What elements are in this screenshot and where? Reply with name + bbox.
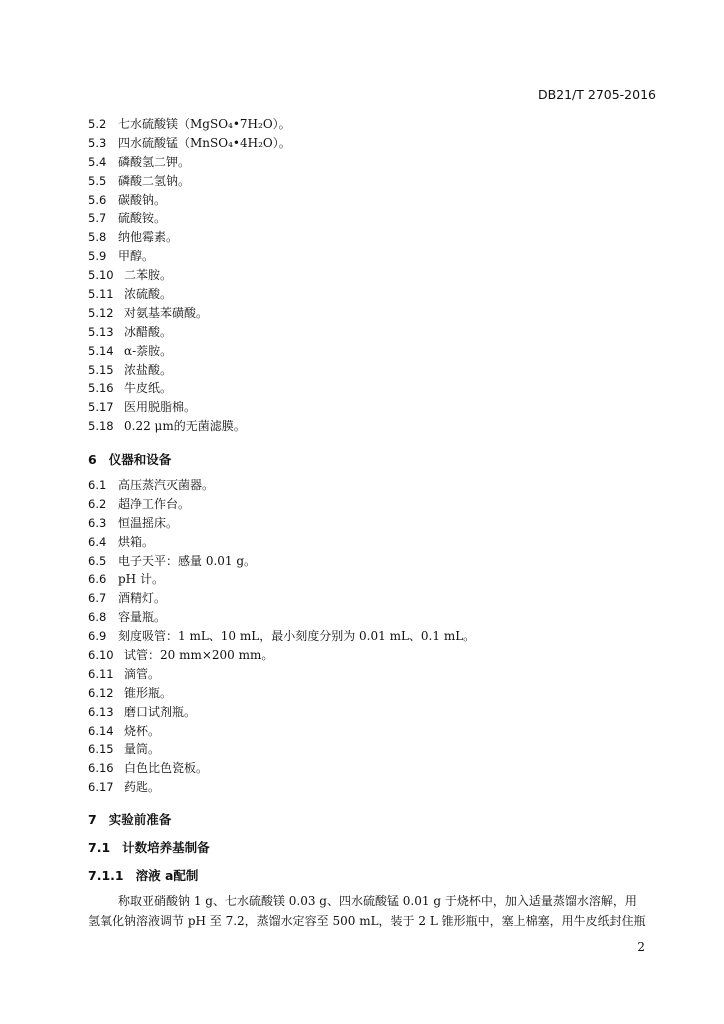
body-paragraph bbox=[88, 891, 658, 931]
item-number: 6.11 bbox=[88, 666, 114, 681]
item-number: 6.10 bbox=[88, 648, 114, 663]
instrument-item bbox=[88, 740, 658, 759]
item-number: 5.10 bbox=[88, 268, 114, 283]
reagent-item bbox=[88, 398, 658, 417]
reagent-item bbox=[88, 342, 658, 361]
instrument-item bbox=[88, 703, 658, 722]
item-number: 5.4 bbox=[88, 154, 107, 169]
item-number: 5.15 bbox=[88, 362, 114, 377]
item-number: 6.8 bbox=[88, 610, 107, 625]
instrument-item bbox=[88, 495, 658, 514]
section-title: 实验前准备 bbox=[108, 812, 172, 827]
paragraph-line: 氢氧化钠溶液调节 pH 至 7.2，蒸馏水定容至 500 mL，装于 2 L 锥形瓶中，塞上棉塞，用牛皮纸封住瓶 bbox=[88, 914, 646, 928]
item-number: 6.3 bbox=[88, 515, 107, 530]
item-text: 牛皮纸。 bbox=[124, 381, 173, 396]
reagent-item bbox=[88, 247, 658, 266]
item-text: 0.22 μm的无菌滤膜。 bbox=[124, 419, 246, 434]
item-number: 5.7 bbox=[88, 211, 107, 226]
item-number: 5.9 bbox=[88, 249, 107, 264]
item-text: 磷酸氢二钾。 bbox=[118, 154, 191, 169]
subsection-title: 溶液 a配制 bbox=[135, 868, 199, 883]
item-number: 5.6 bbox=[88, 192, 107, 207]
instrument-item bbox=[88, 684, 658, 703]
item-number: 6.9 bbox=[88, 629, 107, 644]
item-text: 量筒。 bbox=[124, 742, 161, 757]
item-text: 七水硫酸镁（MgSO₄•7H₂O）。 bbox=[118, 117, 291, 131]
subsection-number: 7.1 bbox=[88, 840, 111, 855]
item-number: 6.17 bbox=[88, 780, 114, 795]
item-text: 恒温摇床。 bbox=[118, 515, 179, 530]
item-text: 高压蒸汽灭菌器。 bbox=[118, 478, 215, 492]
item-number: 5.13 bbox=[88, 324, 114, 339]
item-text: 甲醇。 bbox=[118, 249, 155, 264]
item-number: 5.11 bbox=[88, 287, 114, 302]
item-text: 碳酸钠。 bbox=[118, 192, 167, 207]
item-text: 电子天平：感量 0.01 g。 bbox=[118, 553, 257, 568]
document-code: DB21/T 2705-2016 bbox=[537, 87, 656, 102]
item-number: 5.8 bbox=[88, 230, 107, 245]
reagent-item bbox=[88, 228, 658, 247]
item-text: 白色比色瓷板。 bbox=[124, 761, 209, 776]
item-text: 刻度吸管：1 mL、10 mL，最小刻度分别为 0.01 mL、0.1 mL。 bbox=[118, 629, 476, 644]
item-text: 锥形瓶。 bbox=[124, 685, 173, 700]
reagent-item bbox=[88, 285, 658, 304]
instrument-item bbox=[88, 627, 658, 646]
reagent-item bbox=[88, 191, 658, 210]
item-text: 四水硫酸锰（MnSO₄•4H₂O）。 bbox=[118, 135, 291, 150]
item-text: 烘箱。 bbox=[118, 534, 155, 549]
instrument-item bbox=[88, 759, 658, 778]
item-text: 浓盐酸。 bbox=[124, 362, 173, 377]
reagent-item bbox=[88, 115, 658, 134]
item-number: 5.3 bbox=[88, 135, 107, 150]
item-number: 5.2 bbox=[88, 117, 107, 131]
item-text: 浓硫酸。 bbox=[124, 287, 173, 302]
section-number: 6 bbox=[88, 452, 97, 467]
item-number: 6.2 bbox=[88, 496, 107, 511]
item-text: 磨口试剂瓶。 bbox=[124, 704, 197, 719]
instrument-item bbox=[88, 589, 658, 608]
item-text: 烧杯。 bbox=[124, 723, 161, 738]
page-number: 2 bbox=[637, 940, 645, 954]
section-title: 仪器和设备 bbox=[108, 452, 172, 467]
reagent-item bbox=[88, 266, 658, 285]
item-text: 容量瓶。 bbox=[118, 610, 167, 625]
instrument-item bbox=[88, 476, 658, 495]
item-text: pH 计。 bbox=[118, 572, 164, 587]
item-text: 药匙。 bbox=[124, 780, 161, 795]
item-number: 5.16 bbox=[88, 381, 114, 396]
item-number: 6.16 bbox=[88, 761, 114, 776]
item-number: 6.12 bbox=[88, 685, 114, 700]
item-number: 6.14 bbox=[88, 723, 114, 738]
instrument-item bbox=[88, 646, 658, 665]
item-text: 二苯胺。 bbox=[124, 268, 173, 283]
item-number: 5.12 bbox=[88, 305, 114, 320]
item-number: 6.6 bbox=[88, 572, 107, 587]
item-number: 5.5 bbox=[88, 173, 107, 188]
item-number: 6.4 bbox=[88, 534, 107, 549]
item-number: 6.13 bbox=[88, 704, 114, 719]
item-text: 超净工作台。 bbox=[118, 496, 191, 511]
instrument-item bbox=[88, 665, 658, 684]
instrument-item bbox=[88, 722, 658, 741]
reagent-item bbox=[88, 304, 658, 323]
reagent-item bbox=[88, 379, 658, 398]
instrument-list bbox=[88, 476, 658, 797]
section-number: 7 bbox=[88, 812, 97, 827]
subsection-title: 计数培养基制备 bbox=[122, 840, 210, 855]
reagent-item bbox=[88, 323, 658, 342]
item-text: 对氨基苯磺酸。 bbox=[124, 305, 209, 320]
item-text: 滴管。 bbox=[124, 666, 161, 681]
item-text: 纳他霉素。 bbox=[118, 230, 179, 245]
item-text: 试管：20 mm×200 mm。 bbox=[124, 648, 274, 663]
instrument-item bbox=[88, 778, 658, 797]
item-text: α-萘胺。 bbox=[124, 343, 173, 358]
reagent-item bbox=[88, 209, 658, 228]
reagent-list bbox=[88, 115, 658, 436]
item-text: 冰醋酸。 bbox=[124, 324, 173, 339]
item-text: 磷酸二氢钠。 bbox=[118, 173, 191, 188]
reagent-item bbox=[88, 134, 658, 153]
item-number: 5.17 bbox=[88, 400, 114, 415]
instrument-item bbox=[88, 533, 658, 552]
item-number: 6.7 bbox=[88, 591, 107, 606]
reagent-item bbox=[88, 172, 658, 191]
item-number: 6.15 bbox=[88, 742, 114, 757]
subsection-heading-7-1-1 bbox=[88, 866, 198, 884]
reagent-item bbox=[88, 361, 658, 380]
subsection-heading-7-1 bbox=[88, 838, 210, 856]
item-number: 5.18 bbox=[88, 419, 114, 434]
instrument-item bbox=[88, 514, 658, 533]
item-text: 医用脱脂棉。 bbox=[124, 400, 197, 415]
item-text: 酒精灯。 bbox=[118, 591, 167, 606]
reagent-item bbox=[88, 417, 658, 436]
instrument-item bbox=[88, 570, 658, 589]
instrument-item bbox=[88, 552, 658, 571]
subsection-number: 7.1.1 bbox=[88, 868, 124, 883]
item-number: 5.14 bbox=[88, 343, 114, 358]
paragraph-line: 称取亚硝酸钠 1 g、七水硫酸镁 0.03 g、四水硫酸锰 0.01 g 于烧杯中，加入适量蒸馏水溶解，用 bbox=[118, 894, 637, 908]
instrument-item bbox=[88, 608, 658, 627]
item-text: 硫酸铵。 bbox=[118, 211, 167, 226]
item-number: 6.5 bbox=[88, 553, 107, 568]
item-number: 6.1 bbox=[88, 478, 107, 492]
reagent-item bbox=[88, 153, 658, 172]
section-heading-6 bbox=[88, 450, 171, 468]
section-heading-7 bbox=[88, 810, 171, 828]
